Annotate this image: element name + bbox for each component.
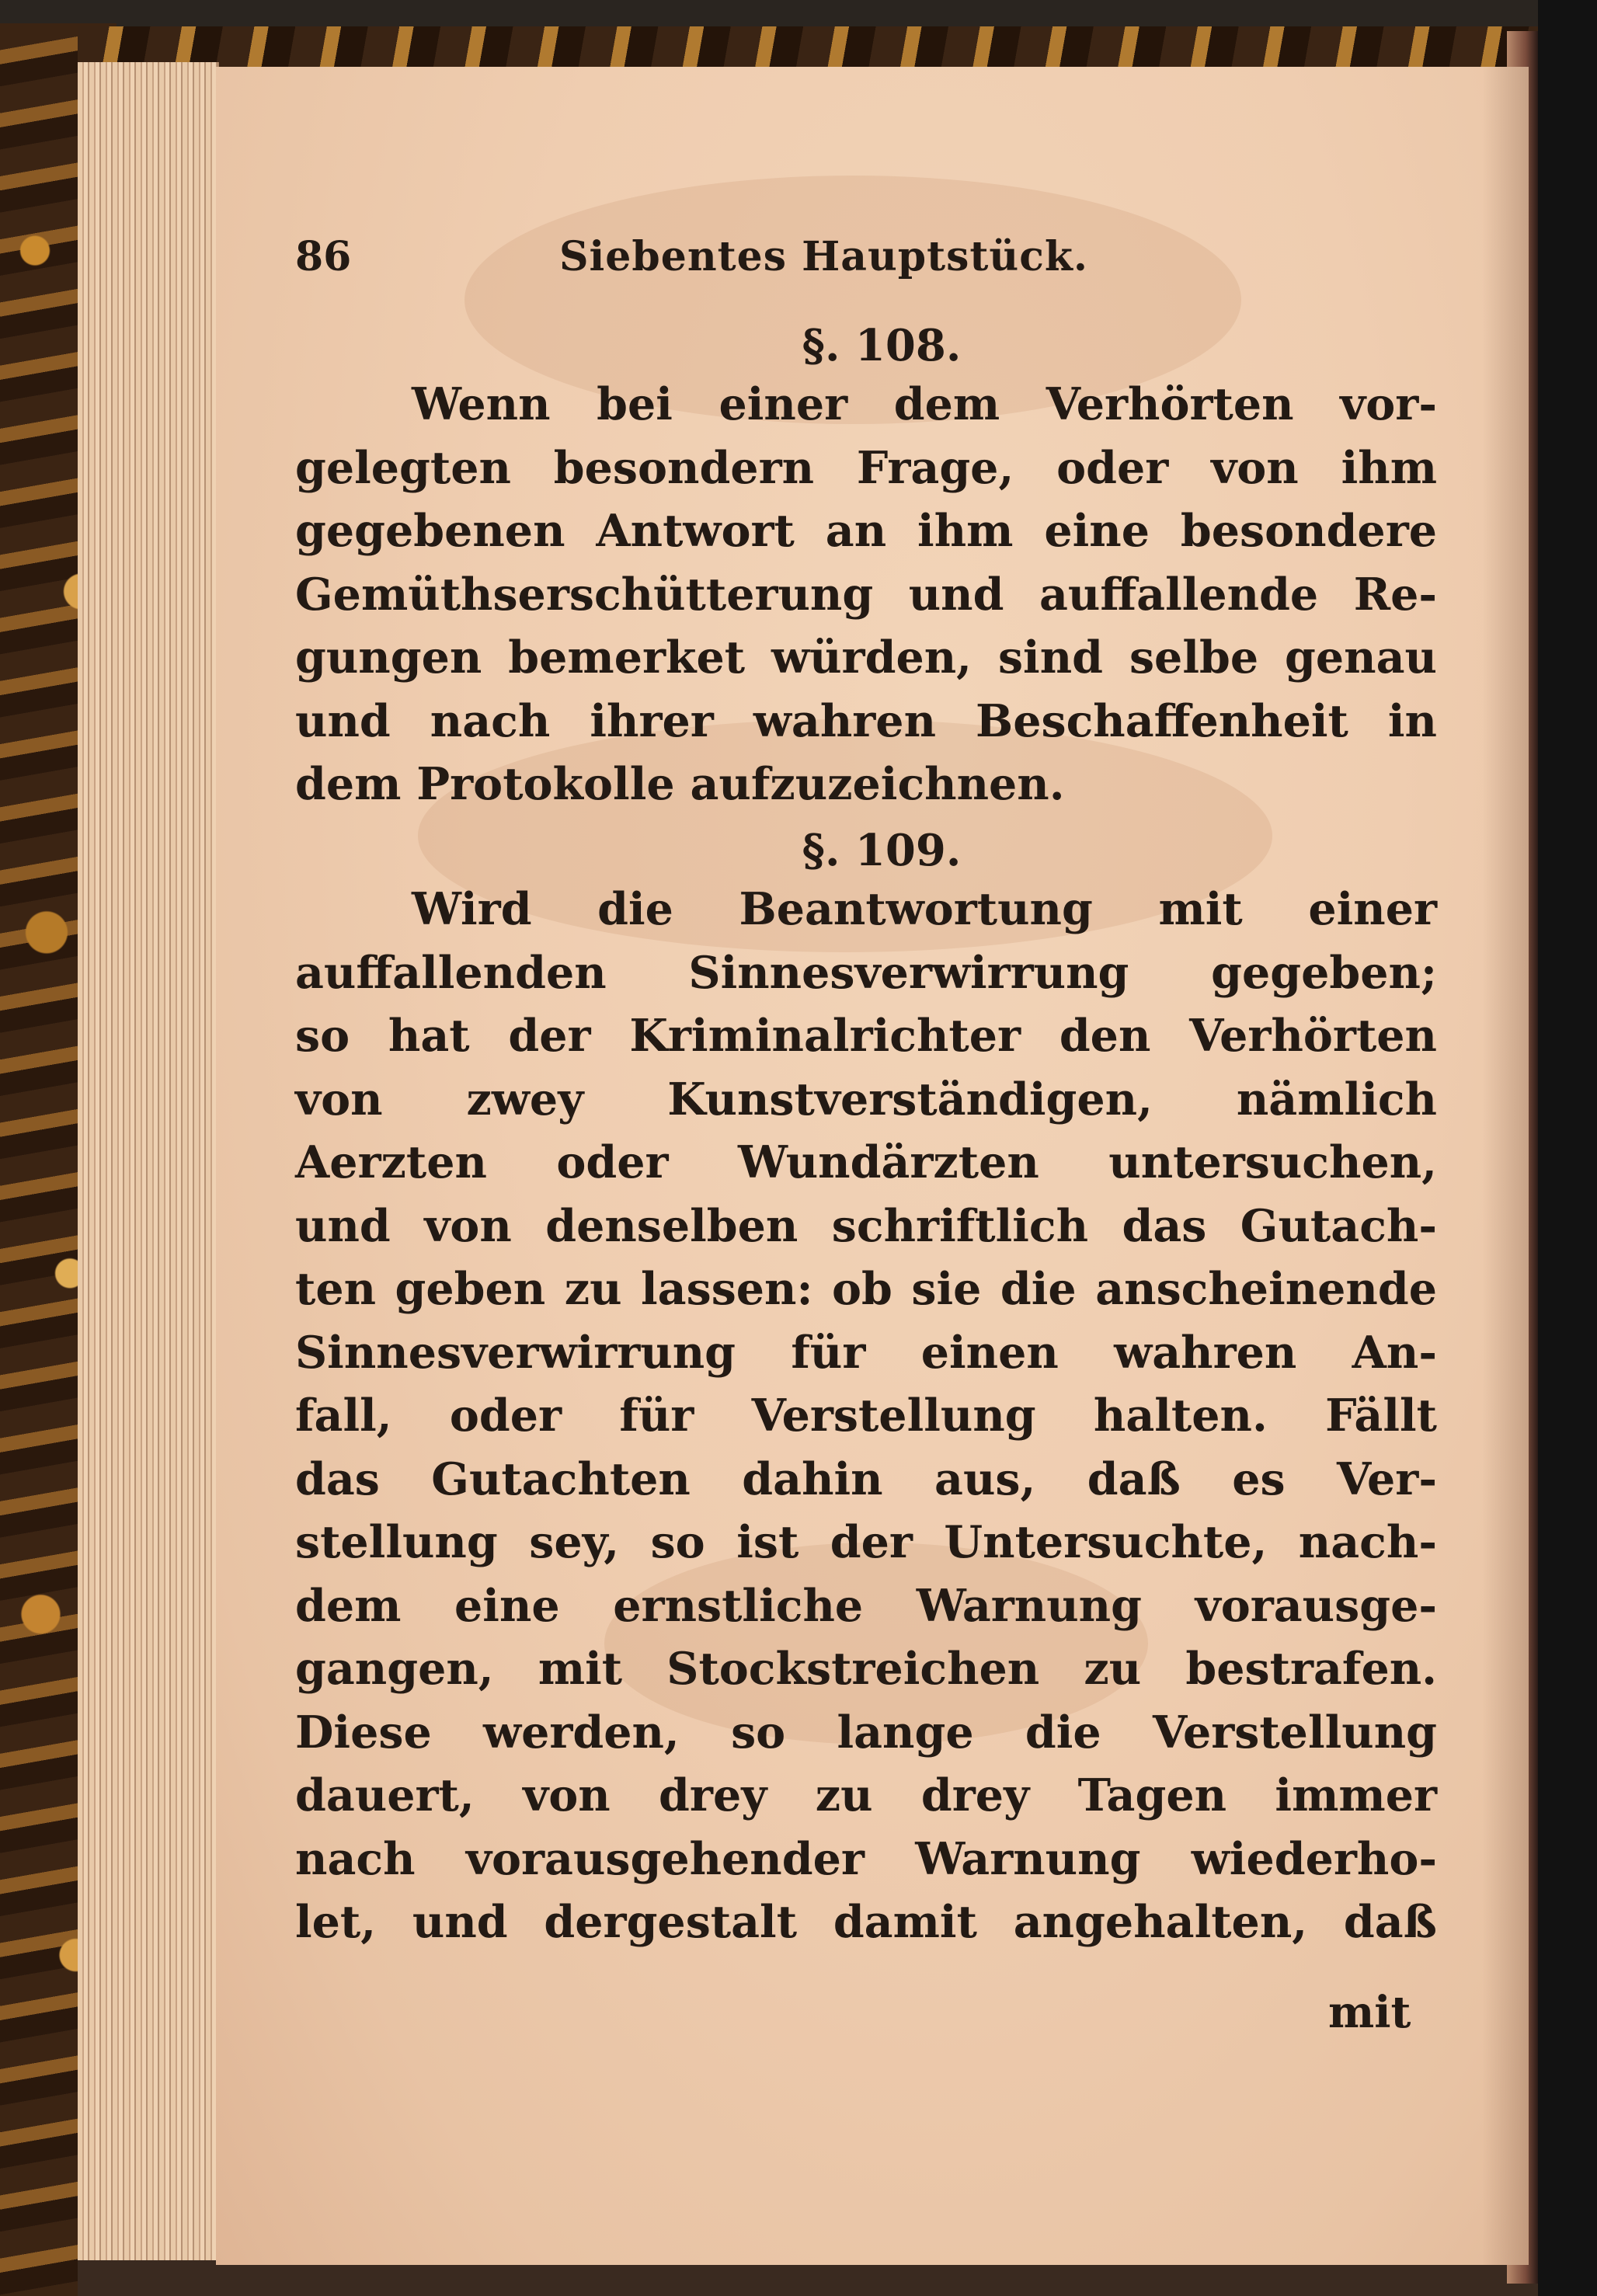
text-line: nach vorausgehender Warnung wiederho- bbox=[295, 1832, 1437, 1885]
paragraph bbox=[295, 878, 1437, 1954]
text-line: ten geben zu lassen: ob sie die anscheinende bbox=[295, 1263, 1437, 1315]
text-line: und von denselben schriftlich das Gutach- bbox=[295, 1199, 1437, 1252]
text-line: Wird die Beantwortung mit einer bbox=[412, 883, 1437, 935]
text-line: Sinnesverwirrung für einen wahren An- bbox=[295, 1326, 1437, 1379]
running-header bbox=[295, 225, 1437, 287]
text-line: dauert, von drey zu drey Tagen immer bbox=[295, 1769, 1437, 1821]
text-line: von zwey Kunstverständigen, nämlich bbox=[295, 1073, 1437, 1125]
text-line: Diese werden, so lange die Verstellung bbox=[295, 1706, 1437, 1759]
text-line: gelegten besondern Frage, oder von ihm bbox=[295, 441, 1437, 494]
text-line: Wenn bei einer dem Verhörten vor- bbox=[412, 378, 1437, 430]
text-line: Aerzten oder Wundärzten untersuchen, bbox=[295, 1136, 1437, 1188]
paragraph bbox=[295, 373, 1437, 816]
text-line: dem eine ernstliche Warnung vorausge- bbox=[295, 1579, 1437, 1632]
page-number: 86 bbox=[295, 233, 352, 280]
text-line: gangen, mit Stockstreichen zu bestrafen. bbox=[295, 1643, 1437, 1695]
cover-top-edge bbox=[78, 26, 1538, 72]
text-line: gegebenen Antwort an ihm eine besondere bbox=[295, 505, 1437, 557]
catchword: mit bbox=[1328, 1987, 1411, 2038]
text-line: stellung sey, so ist der Untersuchte, nach- bbox=[295, 1516, 1437, 1568]
page-edges bbox=[78, 62, 219, 2260]
section-mark: §. 109. bbox=[802, 825, 962, 876]
text-line: let, und dergestalt damit angehalten, daß bbox=[295, 1896, 1437, 1948]
page-gutter-shadow bbox=[1482, 67, 1529, 2265]
text-line: und nach ihrer wahren Beschaffenheit in bbox=[295, 694, 1437, 747]
text-line: fall, oder für Verstellung halten. Fällt bbox=[295, 1390, 1437, 1442]
section-109 bbox=[295, 823, 1437, 1954]
text-line: gungen bemerket würden, sind selbe genau bbox=[295, 631, 1437, 684]
text-line: auffallenden Sinnesverwirrung gegeben; bbox=[295, 946, 1437, 999]
text-line: das Gutachten dahin aus, daß es Ver- bbox=[295, 1452, 1437, 1505]
text-line: so hat der Kriminalrichter den Verhörten bbox=[295, 1010, 1437, 1062]
text-line: Gemüthserschütterung und auffallende Re- bbox=[295, 568, 1437, 621]
text-line: dem Protokolle aufzuzeichnen. bbox=[295, 758, 1065, 810]
section-mark: §. 108. bbox=[802, 320, 962, 371]
scanner-background-right bbox=[1538, 0, 1597, 2296]
section-108 bbox=[295, 318, 1437, 816]
running-title: Siebentes Hauptstück. bbox=[559, 233, 1089, 280]
